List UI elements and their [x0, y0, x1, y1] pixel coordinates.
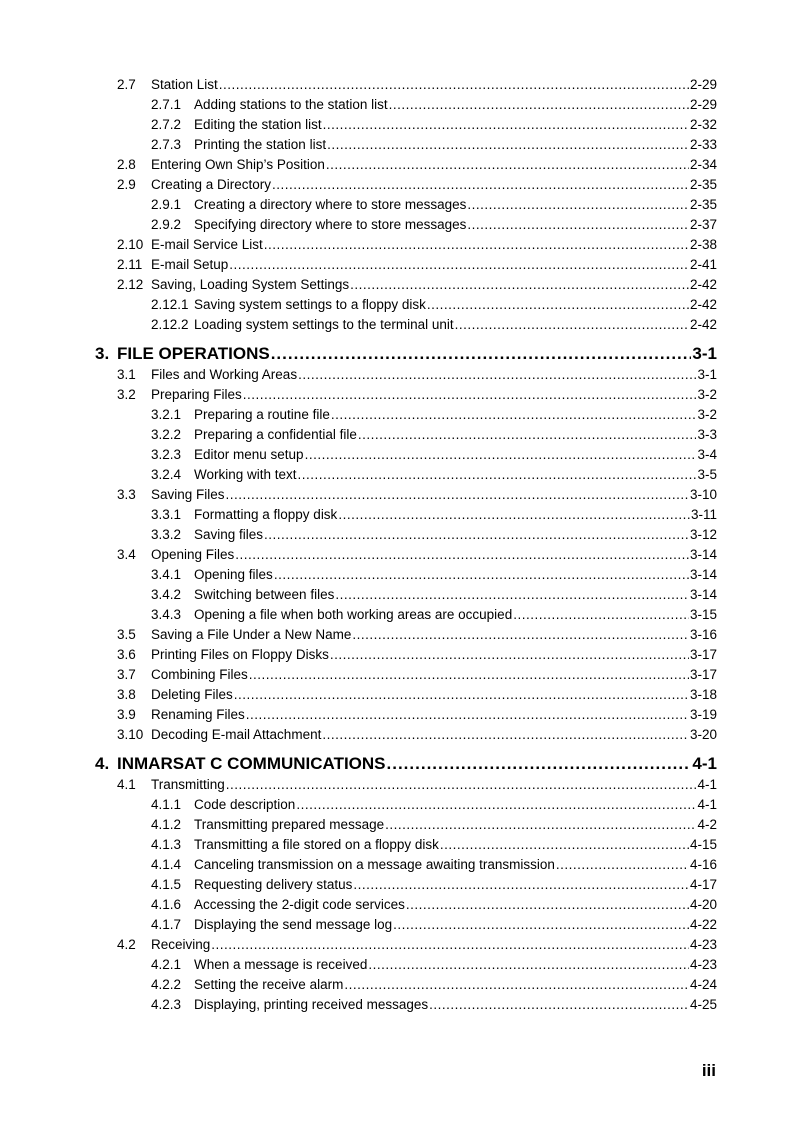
toc-title: Requesting delivery status [194, 877, 353, 892]
toc-number: 4. [95, 754, 110, 773]
toc-title: Transmitting [151, 777, 225, 792]
toc-page: 4-25 [689, 997, 717, 1012]
dot-leader [467, 216, 689, 234]
toc-title: Formatting a floppy disk [194, 507, 338, 522]
dot-leader [387, 754, 692, 774]
toc-page: 3-15 [689, 607, 717, 622]
toc-title: Printing the station list [194, 137, 327, 152]
toc-title: Saving system settings to a floppy disk [194, 297, 426, 312]
toc-page: 4-20 [689, 897, 717, 912]
toc-page: 3-2 [697, 407, 717, 422]
dot-leader [330, 646, 689, 664]
toc-page: 4-1 [697, 797, 717, 812]
page-number: iii [701, 1061, 716, 1080]
toc-number: 3.2.1 [151, 407, 182, 422]
toc-number: 3.5 [117, 627, 136, 642]
toc-subsection[interactable] [151, 216, 717, 234]
toc-page: 4-17 [689, 877, 717, 892]
toc-section[interactable] [117, 256, 717, 274]
dot-leader [298, 366, 696, 384]
toc-page: 2-42 [689, 317, 717, 332]
toc-page: 2-29 [689, 97, 717, 112]
dot-leader [556, 856, 689, 874]
toc-subsection[interactable] [151, 916, 717, 934]
dot-leader [246, 706, 689, 724]
toc-section[interactable] [117, 776, 717, 794]
toc-number: 4.1.1 [151, 797, 182, 812]
toc-page: 3-10 [689, 487, 717, 502]
dot-leader [427, 296, 689, 314]
toc-number: 4.2 [117, 937, 136, 952]
dot-leader [264, 526, 689, 544]
dot-leader [353, 876, 689, 894]
dot-leader [249, 666, 689, 684]
toc-page: 3-14 [689, 567, 717, 582]
toc-page: 3-1 [692, 344, 717, 363]
toc-subsection[interactable] [151, 426, 717, 444]
toc-page: 3-5 [697, 467, 717, 482]
toc-title: E-mail Setup [151, 257, 229, 272]
toc-number: 3.7 [117, 667, 136, 682]
dot-leader [235, 546, 689, 564]
toc-title: Combining Files [151, 667, 248, 682]
toc-title: Saving Files [151, 487, 225, 502]
toc-title: Printing Files on Floppy Disks [151, 647, 329, 662]
toc-title: Saving files [194, 527, 264, 542]
toc-section[interactable] [117, 626, 717, 644]
toc-number: 4.2.1 [151, 957, 182, 972]
toc-number: 4.1.3 [151, 837, 182, 852]
toc-title: Opening files [194, 567, 273, 582]
toc-number: 4.1.6 [151, 897, 182, 912]
toc-subsection[interactable] [151, 96, 717, 114]
dot-leader [322, 726, 689, 744]
toc-subsection[interactable] [151, 566, 717, 584]
dot-leader [219, 76, 689, 94]
toc-subsection[interactable] [151, 996, 717, 1014]
toc-page: 3-16 [689, 627, 717, 642]
dot-leader [344, 976, 689, 994]
dot-leader [513, 606, 689, 624]
toc-title: E-mail Service List [151, 237, 263, 252]
toc-title: Displaying, printing received messages [194, 997, 429, 1012]
dot-leader [243, 386, 697, 404]
toc-title: Decoding E-mail Attachment [151, 727, 322, 742]
toc-title: Loading system settings to the terminal unit [194, 317, 454, 332]
toc-page: 4-1 [697, 777, 717, 792]
toc-page: 4-24 [689, 977, 717, 992]
toc-page: 3-1 [697, 367, 717, 382]
toc-title: Entering Own Ship’s Position [151, 157, 325, 172]
toc-number: 3.9 [117, 707, 136, 722]
toc-number: 3.2 [117, 387, 136, 402]
toc-title: Preparing Files [151, 387, 242, 402]
toc-page: 3-2 [697, 387, 717, 402]
toc-number: 2.11 [117, 257, 143, 272]
dot-leader [326, 156, 689, 174]
toc-subsection[interactable] [151, 956, 717, 974]
dot-leader [229, 256, 689, 274]
dot-leader [358, 426, 697, 444]
toc-number: 3.2.3 [151, 447, 182, 462]
toc-page: 2-42 [689, 297, 717, 312]
toc-number: 2.9.1 [151, 197, 182, 212]
dot-leader [352, 626, 689, 644]
toc-page: 3-4 [697, 447, 717, 462]
toc-number: 2.8 [117, 157, 136, 172]
dot-leader [271, 344, 692, 364]
toc-number: 4.2.3 [151, 997, 182, 1012]
toc-page: 3-17 [689, 647, 717, 662]
toc-section[interactable] [117, 936, 717, 954]
toc-number: 2.10 [117, 237, 144, 252]
toc-number: 3.1 [117, 367, 136, 382]
toc-page: 3-14 [689, 587, 717, 602]
toc-number: 2.12.2 [151, 317, 189, 332]
toc-page: 2-35 [689, 197, 717, 212]
toc-section[interactable] [117, 236, 717, 254]
toc-page: 2-32 [689, 117, 717, 132]
toc-title: Deleting Files [151, 687, 233, 702]
toc-page: 4-16 [689, 857, 717, 872]
toc-section[interactable] [117, 666, 717, 684]
toc-title: Specifying directory where to store messages [194, 217, 467, 232]
dot-leader [393, 916, 689, 934]
toc-subsection[interactable] [151, 466, 717, 484]
dot-leader [274, 566, 689, 584]
dot-leader [264, 236, 689, 254]
toc-section[interactable] [117, 486, 717, 504]
toc-title: Editor menu setup [194, 447, 304, 462]
toc-number: 4.1.7 [151, 917, 182, 932]
toc-page: 2-33 [689, 137, 717, 152]
toc-page: 3-20 [689, 727, 717, 742]
toc-title: Adding stations to the station list [194, 97, 388, 112]
toc-page: 4-23 [689, 937, 717, 952]
toc-subsection[interactable] [151, 116, 717, 134]
toc-subsection[interactable] [151, 856, 717, 874]
toc-title: Setting the receive alarm [194, 977, 344, 992]
toc-title: Preparing a confidential file [194, 427, 357, 442]
toc-page: 2-41 [689, 257, 717, 272]
toc-title: Transmitting a file stored on a floppy disk [194, 837, 439, 852]
dot-leader [385, 816, 696, 834]
toc-page: 4-22 [689, 917, 717, 932]
toc-number: 3.4 [117, 547, 136, 562]
toc-number: 3.3.2 [151, 527, 182, 542]
toc-subsection[interactable] [151, 606, 717, 624]
dot-leader [323, 116, 689, 134]
toc-number: 2.9.2 [151, 217, 182, 232]
toc-page: 3-14 [689, 547, 717, 562]
toc-page: 3-19 [689, 707, 717, 722]
toc-section[interactable] [117, 386, 717, 404]
dot-leader [331, 406, 697, 424]
toc-number: 3.3 [117, 487, 136, 502]
toc-section[interactable] [117, 686, 717, 704]
toc-subsection[interactable] [151, 836, 717, 854]
toc-subsection[interactable] [151, 446, 717, 464]
toc-number: 2.12.1 [151, 297, 189, 312]
toc-title: Creating a directory where to store messages [194, 197, 467, 212]
toc-title: Creating a Directory [151, 177, 272, 192]
toc-page: 4-23 [689, 957, 717, 972]
toc-subsection[interactable] [151, 816, 717, 834]
toc-title: Working with text [194, 467, 297, 482]
toc-title: FILE OPERATIONS [117, 344, 270, 363]
toc-page: 3-18 [689, 687, 717, 702]
toc-number: 2.7.1 [151, 97, 182, 112]
toc-section[interactable] [117, 276, 717, 294]
toc-number: 3.8 [117, 687, 136, 702]
toc-title: Saving, Loading System Settings [151, 277, 350, 292]
toc-page: 4-1 [692, 754, 717, 773]
toc-number: 4.1.5 [151, 877, 182, 892]
dot-leader [350, 276, 689, 294]
toc-subsection[interactable] [151, 296, 717, 314]
toc-number: 4.1.4 [151, 857, 182, 872]
toc-title: Files and Working Areas [151, 367, 298, 382]
toc-page: 4-2 [697, 817, 717, 832]
toc-page: 3-17 [689, 667, 717, 682]
toc-title: Switching between files [194, 587, 335, 602]
dot-leader [338, 506, 690, 524]
dot-leader [211, 936, 689, 954]
toc-number: 4.2.2 [151, 977, 182, 992]
toc-subsection[interactable] [151, 196, 717, 214]
toc-section[interactable] [117, 76, 717, 94]
dot-leader [389, 96, 689, 114]
toc-number: 3.2.2 [151, 427, 182, 442]
toc-number: 3.4.1 [151, 567, 182, 582]
toc-number: 3.2.4 [151, 467, 182, 482]
toc-number: 4.1.2 [151, 817, 182, 832]
toc-page: 3-3 [697, 427, 717, 442]
dot-leader [440, 836, 689, 854]
toc-page: 2-38 [689, 237, 717, 252]
dot-leader [327, 136, 689, 154]
toc-title: INMARSAT C COMMUNICATIONS [117, 754, 386, 773]
toc-section[interactable] [117, 646, 717, 664]
toc-title: Opening a file when both working areas are occupied [194, 607, 513, 622]
toc-title: Preparing a routine file [194, 407, 330, 422]
toc-number: 3. [95, 344, 110, 363]
dot-leader [298, 466, 697, 484]
toc-page: 2-34 [689, 157, 717, 172]
toc-title: Code description [194, 797, 296, 812]
toc-title: Transmitting prepared message [194, 817, 385, 832]
dot-leader [368, 956, 689, 974]
toc-subsection[interactable] [151, 406, 717, 424]
toc-number: 2.12 [117, 277, 144, 292]
dot-leader [429, 996, 689, 1014]
toc-chapter[interactable] [95, 754, 717, 774]
dot-leader [272, 176, 689, 194]
toc-page: 3-11 [690, 507, 717, 522]
toc-subsection[interactable] [151, 876, 717, 894]
dot-leader [467, 196, 689, 214]
toc-section[interactable] [117, 366, 717, 384]
toc-section[interactable] [117, 546, 717, 564]
toc-subsection[interactable] [151, 506, 717, 524]
toc-chapter[interactable] [95, 344, 717, 364]
toc-title: Accessing the 2-digit code services [194, 897, 405, 912]
toc-number: 3.4.3 [151, 607, 182, 622]
toc-title: Canceling transmission on a message awaiting transmission [194, 857, 555, 872]
toc-number: 3.3.1 [151, 507, 182, 522]
toc-number: 2.7 [117, 77, 136, 92]
toc-section[interactable] [117, 706, 717, 724]
toc-title: Saving a File Under a New Name [151, 627, 352, 642]
dot-leader [455, 316, 689, 334]
dot-leader [226, 776, 697, 794]
toc-subsection[interactable] [151, 976, 717, 994]
toc-page: 4-15 [689, 837, 717, 852]
toc-number: 2.9 [117, 177, 136, 192]
toc-number: 2.7.2 [151, 117, 182, 132]
toc-title: Displaying the send message log [194, 917, 393, 932]
toc-title: Editing the station list [194, 117, 322, 132]
dot-leader [335, 586, 689, 604]
toc-section[interactable] [117, 176, 717, 194]
toc-section[interactable] [117, 726, 717, 744]
toc-title: When a message is received [194, 957, 368, 972]
dot-leader [305, 446, 697, 464]
toc-subsection[interactable] [151, 526, 717, 544]
toc-title: Opening Files [151, 547, 235, 562]
toc-number: 3.10 [117, 727, 144, 742]
toc-number: 4.1 [117, 777, 136, 792]
toc-page: 2-29 [689, 77, 717, 92]
toc-number: 3.6 [117, 647, 136, 662]
toc-subsection[interactable] [151, 586, 717, 604]
toc-title: Receiving [151, 937, 211, 952]
toc-subsection[interactable] [151, 896, 717, 914]
toc-subsection[interactable] [151, 796, 717, 814]
toc-page: 2-35 [689, 177, 717, 192]
toc-subsection[interactable] [151, 136, 717, 154]
dot-leader [234, 686, 689, 704]
toc-page: 2-37 [689, 217, 717, 232]
toc-number: 2.7.3 [151, 137, 182, 152]
toc-title: Renaming Files [151, 707, 245, 722]
dot-leader [226, 486, 689, 504]
toc-page: 3-12 [689, 527, 717, 542]
dot-leader [296, 796, 696, 814]
toc-subsection[interactable] [151, 316, 717, 334]
dot-leader [406, 896, 689, 914]
toc-number: 3.4.2 [151, 587, 182, 602]
toc-title: Station List [151, 77, 218, 92]
toc-section[interactable] [117, 156, 717, 174]
toc-page: 2-42 [689, 277, 717, 292]
